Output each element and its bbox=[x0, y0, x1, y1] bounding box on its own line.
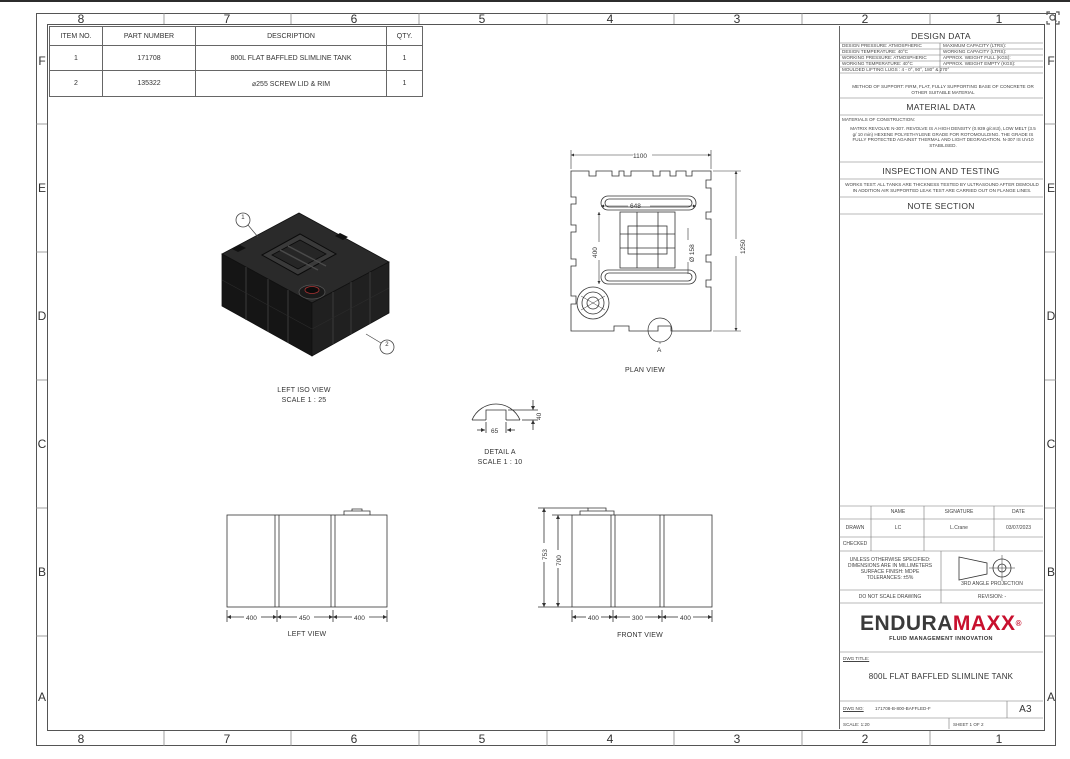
balloon-1-label: 1 bbox=[241, 215, 245, 221]
logo-brand-b: MAXX bbox=[952, 612, 1016, 635]
do-not-scale-label: DO NOT SCALE DRAWING bbox=[858, 594, 922, 600]
detail-reference-label: A bbox=[657, 347, 662, 354]
material-text: MATRIX REVOLVE N-307. REVOLVE IS A HIGH DENSITY (0.939 g/cm3), LOW MELT (3.5 g/ 10 min) HEXENE POLYETHYLENE GRADE FOR ROTOMOULDING. THE GRADE IS FULLY PROTECTED AGAINST THERMAL AND LIGHT DEGRADATION. N-307 IS UV10 STABILISED. bbox=[850, 126, 1036, 148]
front-view-label: FRONT VIEW bbox=[617, 632, 663, 639]
dim-front-h1: 753 bbox=[542, 549, 549, 560]
material-label: MATERIALS OF CONSTRUCTION: bbox=[842, 117, 915, 122]
drawn-name: LC bbox=[894, 525, 902, 531]
bom-cell: 171708 bbox=[103, 46, 196, 71]
plan-view-dimensions bbox=[571, 150, 741, 331]
design-left-2: DESIGN TEMPERATURE: 40°C bbox=[842, 49, 908, 54]
note-section-title: NOTE SECTION bbox=[907, 201, 975, 211]
dim-left-a: 400 bbox=[246, 615, 257, 622]
sheet-size: A3 bbox=[1019, 704, 1032, 715]
zone-row-label: D bbox=[37, 309, 47, 323]
bom-cell: 2 bbox=[50, 71, 103, 97]
zone-row-label: E bbox=[37, 181, 46, 195]
zone-col-label: 7 bbox=[223, 732, 231, 746]
zone-col-label: 3 bbox=[733, 732, 741, 746]
dim-plan-diameter: Ø 158 bbox=[689, 244, 696, 262]
inspection-title: INSPECTION AND TESTING bbox=[882, 166, 1000, 176]
design-right-2: WORKING CAPACITY (LTRS): bbox=[943, 49, 1007, 54]
zone-col-label: 4 bbox=[606, 12, 614, 26]
zone-col-label: 6 bbox=[350, 732, 358, 746]
drawn-date: 03/07/2023 bbox=[1005, 525, 1032, 531]
zone-col-label: 1 bbox=[995, 12, 1003, 26]
bom-header-cell: ITEM NO. bbox=[50, 27, 103, 46]
iso-view-label: LEFT ISO VIEW bbox=[277, 387, 331, 394]
design-right-1: MAXIMUM CAPACITY (LTRS): bbox=[943, 43, 1007, 48]
signoff-header-name: NAME bbox=[890, 509, 906, 515]
bom-cell: 1 bbox=[50, 46, 103, 71]
design-data-title: DESIGN DATA bbox=[911, 31, 971, 41]
left-view-label: LEFT VIEW bbox=[287, 631, 327, 638]
detail-a-drawing bbox=[472, 400, 538, 433]
zone-row-label: D bbox=[1046, 309, 1056, 323]
zone-col-label: 7 bbox=[223, 12, 231, 26]
zone-col-label: 8 bbox=[77, 732, 85, 746]
spec-line-1: UNLESS OTHERWISE SPECIFIED: bbox=[849, 557, 931, 563]
dim-plan-height: 1250 bbox=[740, 239, 747, 254]
material-data-title: MATERIAL DATA bbox=[906, 102, 976, 112]
drawn-signature: L.Crane bbox=[950, 525, 968, 531]
dwg-title: 800L FLAT BAFFLED SLIMLINE TANK bbox=[868, 672, 1014, 681]
title-block-grid bbox=[839, 0, 1043, 759]
bom-header-cell: PART NUMBER bbox=[103, 27, 196, 46]
bom-cell: 1 bbox=[387, 46, 423, 71]
zone-row-label: F bbox=[1047, 54, 1055, 68]
zone-col-label: 4 bbox=[606, 732, 614, 746]
balloon-2-label: 2 bbox=[385, 342, 389, 348]
dim-plan-inner-width: 648 bbox=[630, 203, 641, 210]
zone-col-label: 1 bbox=[995, 732, 1003, 746]
detail-a-scale: SCALE 1 : 10 bbox=[477, 459, 523, 466]
bom-header-cell: DESCRIPTION bbox=[196, 27, 387, 46]
detail-a-label: DETAIL A bbox=[484, 449, 516, 456]
zone-col-label: 2 bbox=[861, 12, 869, 26]
spec-line-4: TOLERANCES: ±5% bbox=[866, 575, 914, 581]
bom-cell: 135322 bbox=[103, 71, 196, 97]
enduramaxx-logo bbox=[839, 612, 1043, 642]
signoff-header-date: DATE bbox=[1012, 509, 1025, 515]
zone-row-label: C bbox=[37, 437, 47, 451]
third-angle-projection-icon bbox=[959, 555, 1015, 581]
bom-cell: ⌀255 SCREW LID & RIM bbox=[196, 71, 387, 97]
dim-front-c: 400 bbox=[680, 615, 691, 622]
signoff-header-signature: SIGNATURE bbox=[944, 509, 974, 515]
design-right-3: APPROX. WEIGHT FULL (KGS): bbox=[943, 55, 1011, 60]
zone-col-label: 6 bbox=[350, 12, 358, 26]
zone-col-label: 2 bbox=[861, 732, 869, 746]
zone-row-label: B bbox=[37, 565, 46, 579]
spec-line-2: DIMENSIONS ARE IN MILLIMETERS bbox=[847, 563, 933, 569]
dwg-number: 171708-B-800-BAFFLED-F bbox=[875, 706, 931, 711]
zone-row-label: A bbox=[1046, 690, 1055, 704]
front-view-drawing bbox=[538, 508, 712, 622]
dwg-scale: SCALE: 1:20 bbox=[843, 722, 870, 727]
dim-front-b: 300 bbox=[632, 615, 643, 622]
zone-row-label: F bbox=[38, 54, 46, 68]
zone-col-label: 3 bbox=[733, 12, 741, 26]
zone-col-label: 8 bbox=[77, 12, 85, 26]
dwg-title-label: DWG TITLE: bbox=[843, 656, 870, 661]
dim-left-b: 450 bbox=[299, 615, 310, 622]
design-left-1: DESIGN PRESSURE: ATMOSPHERIC bbox=[842, 43, 922, 48]
zone-row-label: A bbox=[37, 690, 46, 704]
dim-front-a: 400 bbox=[588, 615, 599, 622]
bom-cell: 1 bbox=[387, 71, 423, 97]
dim-plan-inner-height: 400 bbox=[592, 247, 599, 258]
bom-header-cell: QTY. bbox=[387, 27, 423, 46]
design-right-4: APPROX. WEIGHT EMPTY (KGS): bbox=[943, 61, 1016, 66]
design-support: METHOD OF SUPPORT: FIRM, FLAT, FULLY SUPPORTING BASE OF CONCRETE OR OTHER SUITABLE MATERIAL bbox=[852, 84, 1034, 95]
checked-label: CHECKED bbox=[842, 541, 868, 547]
left-view-drawing bbox=[227, 509, 387, 622]
logo-tagline: FLUID MANAGEMENT INNOVATION bbox=[889, 636, 993, 642]
bom-cell: 800L FLAT BAFFLED SLIMLINE TANK bbox=[196, 46, 387, 71]
zone-row-label: C bbox=[1046, 437, 1056, 451]
dim-detail-height: 40 bbox=[536, 412, 543, 420]
zone-col-label: 5 bbox=[478, 12, 486, 26]
plan-view-label: PLAN VIEW bbox=[625, 367, 665, 374]
zone-col-label: 5 bbox=[478, 732, 486, 746]
zone-row-label: B bbox=[1046, 565, 1055, 579]
design-left-4: WORKING TEMPERATURE: 40°C bbox=[842, 61, 913, 66]
dim-front-h2: 700 bbox=[556, 555, 563, 566]
design-left-3: WORKING PRESSURE: ATMOSPHERIC bbox=[842, 55, 927, 60]
dim-detail-width: 65 bbox=[491, 428, 499, 435]
dwg-sheet: SHEET 1 OF 2 bbox=[953, 722, 984, 727]
dim-plan-width: 1100 bbox=[633, 153, 647, 160]
design-lugs: MOULDED LIFTING LUGS : 4 - 0°, 90°, 180° & 270° bbox=[842, 67, 950, 72]
dwg-no-label: DWG NO: bbox=[843, 706, 864, 711]
drawn-label: DRAWN bbox=[845, 525, 865, 531]
projection-label: 3RD ANGLE PROJECTION bbox=[961, 581, 1023, 587]
zone-row-label: E bbox=[1046, 181, 1055, 195]
logo-trademark: ® bbox=[1015, 619, 1022, 628]
iso-view-scale: SCALE 1 : 25 bbox=[281, 397, 327, 404]
logo-brand-a: ENDURA bbox=[860, 612, 953, 635]
inspection-text: WORKS TEST: ALL TANKS ARE THICKNESS TESTED BY ULTRASOUND AFTER DEMOULD IN ADDITION AIR SUPPORTED LEAK TEST ARE CARRIED OUT ON FLANGE LINES. bbox=[845, 182, 1039, 193]
iso-view-drawing bbox=[222, 213, 389, 356]
dim-left-c: 400 bbox=[354, 615, 365, 622]
revision-label: REVISION: - bbox=[977, 594, 1007, 600]
spec-line-3: SURFACE FINISH: MDPE bbox=[860, 569, 920, 575]
